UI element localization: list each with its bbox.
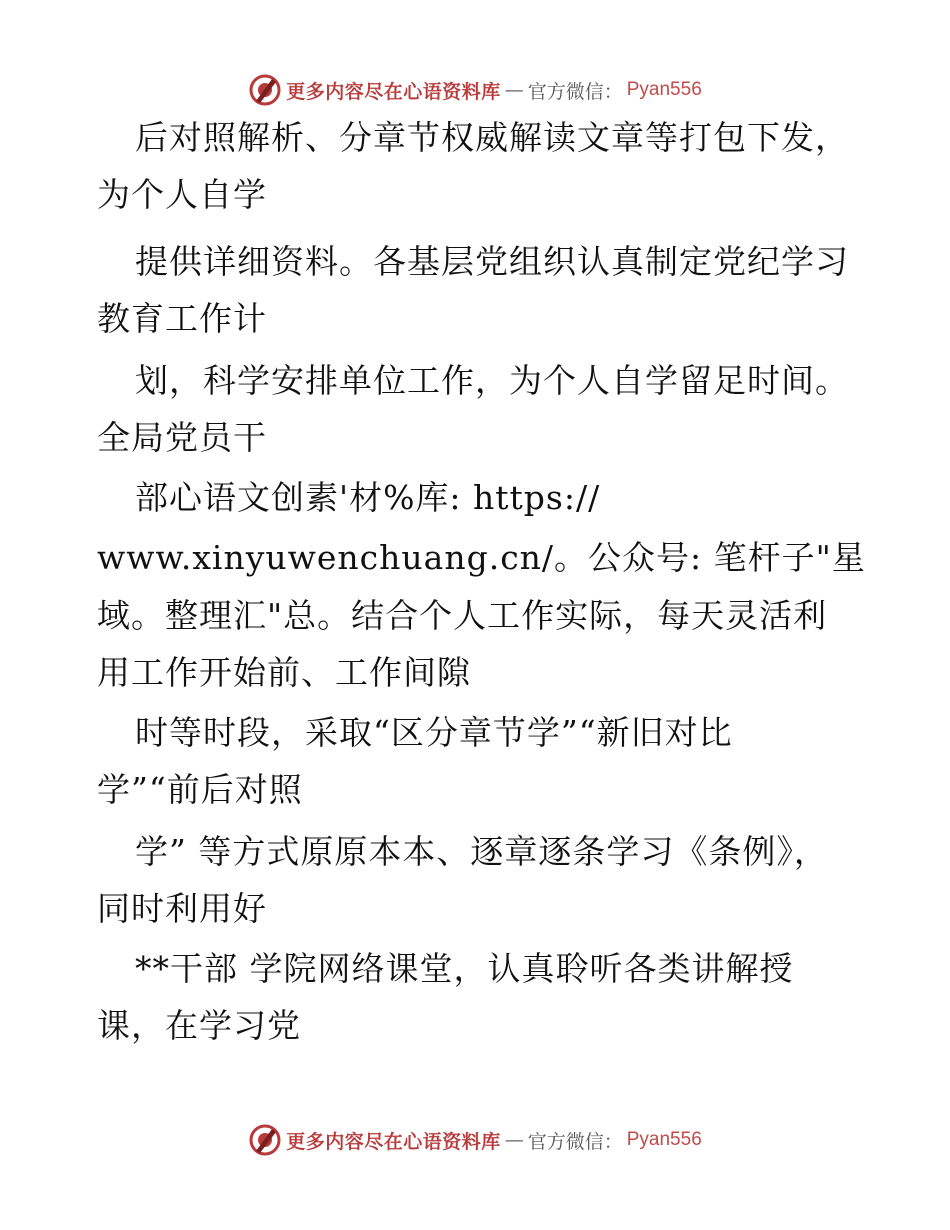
text-line: 同时利用好 (97, 889, 267, 928)
text-line: 教育工作计 (97, 299, 267, 338)
text-line: **干部 学院网络课堂，认真聆听各类讲解授 (135, 949, 794, 988)
text-line: 全局党员干 (97, 418, 267, 457)
footer-dash: — (504, 1129, 524, 1151)
footer-brand-text: 更多内容尽在心语资料库 (286, 1130, 501, 1153)
header-brand-text: 更多内容尽在心语资料库 (286, 80, 501, 103)
text-line: www.xinyuwenchuang.cn/。公众号: 笔杆子"星 (97, 538, 866, 577)
text-line: 课，在学习党 (97, 1006, 301, 1045)
text-line: 划，科学安排单位工作，为个人自学留足时间。 (135, 361, 849, 400)
footer-wechat-label: 官方微信： (527, 1130, 623, 1153)
text-line: 学”“前后对照 (97, 770, 303, 809)
text-line: 提供详细资料。各基层党组织认真制定党纪学习 (135, 242, 849, 281)
brush-logo-icon (248, 73, 282, 107)
text-line: 时等时段，采取“区分章节学”“新旧对比 (135, 713, 733, 752)
text-line: 域。整理汇"总。结合个人工作实际，每天灵活利 (97, 596, 828, 635)
header-banner (0, 70, 950, 110)
header-dash: — (504, 79, 524, 101)
text-line: 学” 等方式原原本本、逐章逐条学习《条例》， (135, 832, 828, 871)
text-line: 为个人自学 (97, 175, 267, 214)
header-wechat-label: 官方微信： (527, 80, 623, 103)
brush-logo-icon (248, 1123, 282, 1157)
footer-wechat-id: Pyan556 (626, 1129, 702, 1150)
text-line: 用工作开始前、工作间隙 (97, 653, 471, 692)
text-line: 部心语文创素'材%库: https:// (135, 478, 601, 517)
text-line: 后对照解析、分章节权威解读文章等打包下发， (135, 118, 849, 157)
footer-banner (0, 1120, 950, 1160)
header-wechat-id: Pyan556 (626, 79, 702, 100)
